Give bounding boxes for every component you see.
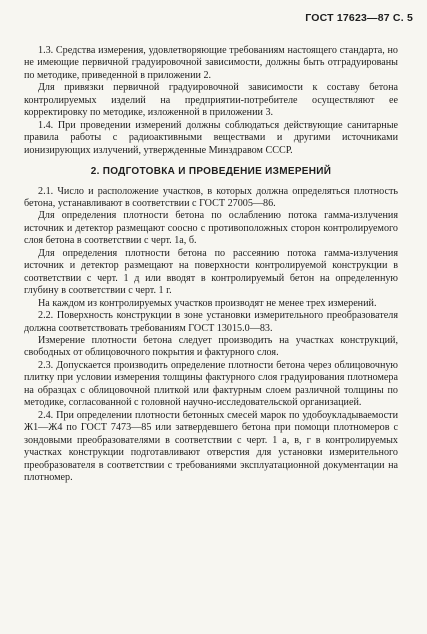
paragraph: 2.1. Число и расположение участков, в которых должна определяться плотность бетона, устанавливают в соответствии с ГОСТ 27005—86. — [24, 185, 398, 209]
section-title: 2. ПОДГОТОВКА И ПРОВЕДЕНИЕ ИЗМЕРЕНИЙ — [90, 166, 332, 178]
paragraph: 2.4. При определении плотности бетонных смесей марок по удобоукладываемости Ж1—Ж4 по ГОСТ 7473—85 или затвердевшего бетона при помощи плотномеров с зондовыми преобразователями в соответствии с черт. 1 а, в, г в контролируемых участках конструкции подготавливают отверстия для установки измерительного преобразователя в соответствии с требованиями эксплуатационной документации на плотномер. — [24, 409, 398, 483]
paragraph: Для привязки первичной градуировочной зависимости к составу бетона контролируемых изделий на предприятии-потребителе осуществляют ее корректировку по методике, изложенной в приложении 3. — [24, 82, 398, 119]
paragraph: 2.2. Поверхность конструкции в зоне установки измерительного преобразователя должна соответствовать требованиям ГОСТ 13015.0—83. — [24, 310, 398, 334]
paragraph: 2.3. Допускается производить определение плотности бетона через облицовочную плитку при условии измерения толщины фактурного слоя градуирования плотномера на образцах с облицовочной плиткой или фактурным слоем различной толщины по методике, согласованной с головной научно-исследовательской организацией. — [24, 359, 398, 409]
paragraph: На каждом из контролируемых участков производят не менее трех измерений. — [38, 297, 377, 309]
paragraph: 1.4. При проведении измерений должны соблюдаться действующие санитарные правила работы с радиоактивными веществами и другими источниками ионизирующих излучений, утвержденные Минздравом СССР. — [24, 119, 398, 156]
paragraph: Измерение плотности бетона следует производить на участках конструкций, свободных от облицовочного покрытия и фактурного слоя. — [24, 334, 398, 359]
page-header: ГОСТ 17623—87 С. 5 — [305, 12, 413, 24]
paragraph: Для определения плотности бетона по ослаблению потока гамма-излучения источник и детектор размещают соосно с противоположных сторон контролируемого слоя бетона в соответствии с черт. 1а, б. — [24, 210, 398, 247]
document-body — [24, 45, 398, 484]
paragraph: 1.3. Средства измерения, удовлетворяющие требованиям настоящего стандарта, но не имеющие первичной градуировочной зависимости, должны быть отградуированы по методике, приведенной в приложении 2. — [24, 45, 398, 81]
paragraph: Для определения плотности бетона по рассеянию потока гамма-излучения источник и детектор размещают на поверхности контролируемой конструкции в соответствии с черт. 1 д или вводят в контролируемый бетон на определенную глубину в соответствии с черт. 1 г. — [24, 247, 398, 297]
